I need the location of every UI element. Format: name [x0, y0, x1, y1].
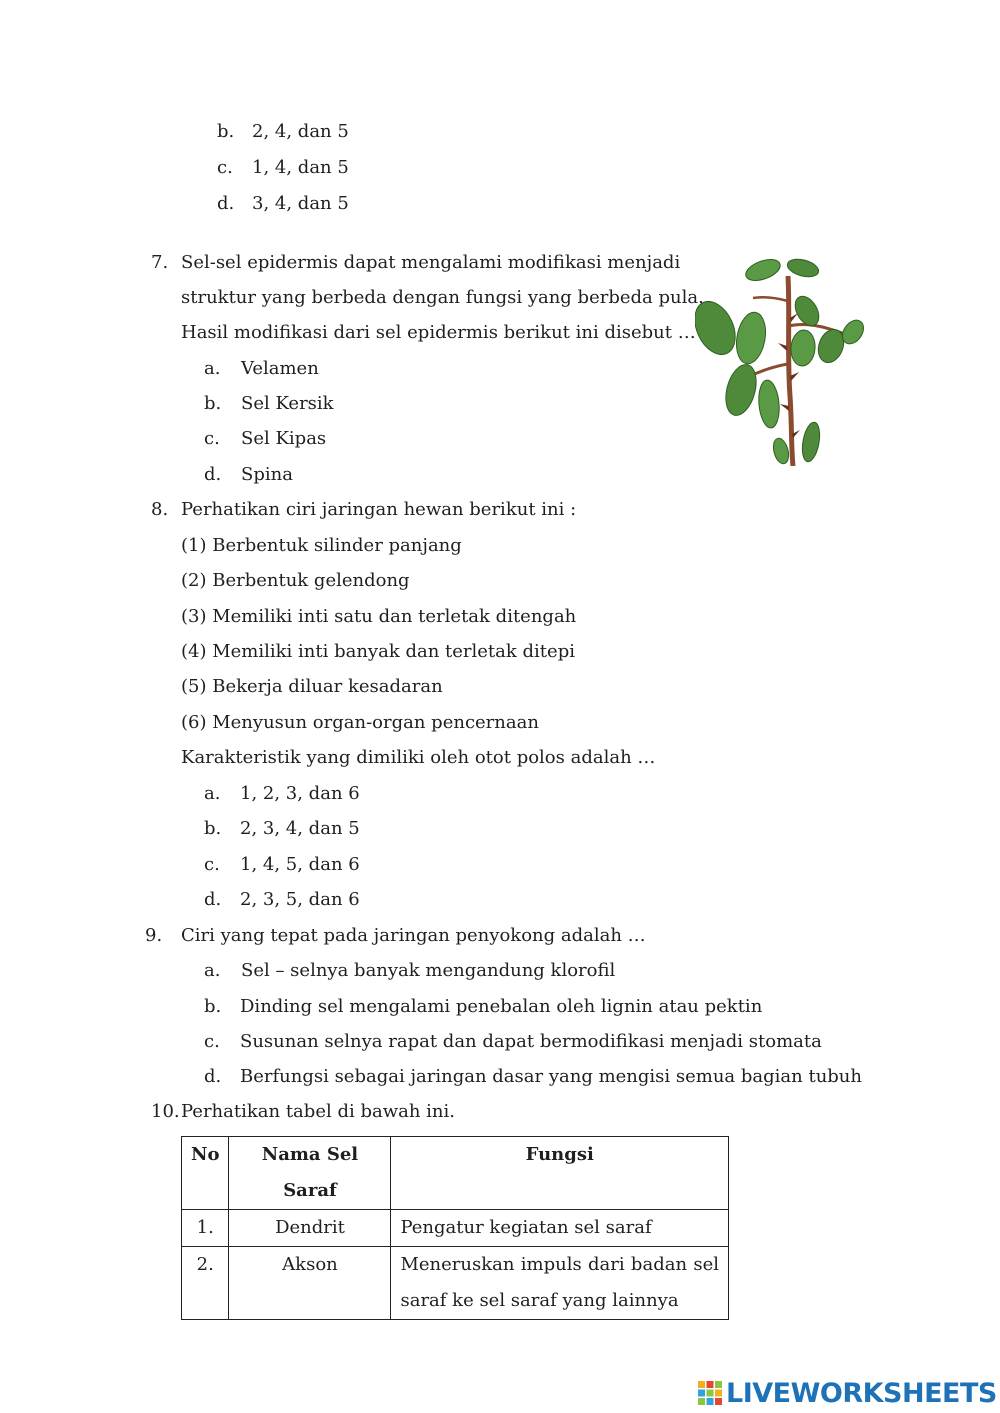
liveworksheets-logo-icon: [697, 1380, 723, 1406]
q8-option-d-text: 2, 3, 5, dan 6: [240, 889, 360, 910]
q7-option-c-letter: c.: [204, 428, 220, 449]
q8-item-5: (5) Bekerja diluar kesadaran: [181, 676, 443, 697]
q6-option-b-text: 2, 4, dan 5: [252, 121, 349, 142]
table-header-row: [182, 1137, 729, 1210]
q8-option-a-letter: a.: [204, 783, 221, 804]
q8-item-6: (6) Menyusun organ-organ pencernaan: [181, 712, 539, 733]
cell-fungsi-line-1: Meneruskan impuls dari badan sel: [400, 1254, 719, 1275]
q7-option-a-letter: a.: [204, 358, 221, 379]
table-row: [182, 1210, 729, 1247]
q8-question: Karakteristik yang dimiliki oleh otot polos adalah …: [181, 747, 656, 768]
q6-option-d-letter: d.: [217, 193, 235, 214]
q9-option-a-text: Sel – selnya banyak mengandung klorofil: [241, 960, 616, 981]
q10-stem: Perhatikan tabel di bawah ini.: [181, 1101, 455, 1122]
q9-option-b-letter: b.: [204, 996, 222, 1017]
q7-stem-line-3: Hasil modifikasi dari sel epidermis berikut ini disebut …: [181, 322, 696, 343]
liveworksheets-logo[interactable]: [697, 1378, 997, 1408]
q6-option-b-letter: b.: [217, 121, 235, 142]
cell-name: Akson: [229, 1247, 391, 1320]
q8-option-c-letter: c.: [204, 854, 220, 875]
cell-fungsi-line-2: saraf ke sel saraf yang lainnya: [400, 1290, 679, 1311]
q9-option-c-text: Susunan selnya rapat dan dapat bermodifikasi menjadi stomata: [240, 1031, 822, 1052]
thorny-stem-illustration: [695, 256, 870, 466]
q8-option-c-text: 1, 4, 5, dan 6: [240, 854, 360, 875]
q7-stem-line-2: struktur yang berbeda dengan fungsi yang berbeda pula.: [181, 287, 704, 308]
q7-number: 7.: [151, 252, 169, 273]
header-no: No: [182, 1137, 229, 1210]
q10-number: 10.: [151, 1101, 180, 1122]
q9-option-b-text: Dinding sel mengalami penebalan oleh lignin atau pektin: [240, 996, 763, 1017]
cell-fungsi: Pengatur kegiatan sel saraf: [391, 1210, 729, 1247]
q7-option-a-text: Velamen: [241, 358, 319, 379]
q8-number: 8.: [151, 499, 169, 520]
q7-option-d-letter: d.: [204, 464, 222, 485]
q7-option-b-letter: b.: [204, 393, 222, 414]
q8-option-b-text: 2, 3, 4, dan 5: [240, 818, 360, 839]
q7-option-c-text: Sel Kipas: [241, 428, 327, 449]
cell-name: Dendrit: [229, 1210, 391, 1247]
q7-option-b-text: Sel Kersik: [241, 393, 334, 414]
q8-stem: Perhatikan ciri jaringan hewan berikut ini :: [181, 499, 577, 520]
q9-number: 9.: [145, 925, 163, 946]
q8-option-b-letter: b.: [204, 818, 222, 839]
q8-item-3: (3) Memiliki inti satu dan terletak ditengah: [181, 606, 577, 627]
q7-option-d-text: Spina: [241, 464, 293, 485]
q8-item-1: (1) Berbentuk silinder panjang: [181, 535, 462, 556]
table-row: [182, 1247, 729, 1320]
q7-stem-line-1: Sel-sel epidermis dapat mengalami modifikasi menjadi: [181, 252, 681, 273]
q9-stem: Ciri yang tepat pada jaringan penyokong adalah …: [181, 925, 646, 946]
q9-option-c-letter: c.: [204, 1031, 220, 1052]
liveworksheets-logo-text: LIVEWORKSHEETS: [726, 1377, 997, 1409]
q8-option-a-text: 1, 2, 3, dan 6: [240, 783, 360, 804]
q9-option-a-letter: a.: [204, 960, 221, 981]
q9-option-d-text: Berfungsi sebagai jaringan dasar yang mengisi semua bagian tubuh: [240, 1066, 862, 1087]
cell-fungsi: [391, 1247, 729, 1320]
header-fungsi: Fungsi: [391, 1137, 729, 1210]
header-nama-sel-saraf: Nama Sel Saraf: [229, 1137, 391, 1210]
q9-option-d-letter: d.: [204, 1066, 222, 1087]
cell-no: 2.: [182, 1247, 229, 1320]
q6-option-c-letter: c.: [217, 157, 233, 178]
q8-option-d-letter: d.: [204, 889, 222, 910]
q8-item-4: (4) Memiliki inti banyak dan terletak ditepi: [181, 641, 575, 662]
q8-item-2: (2) Berbentuk gelendong: [181, 570, 410, 591]
q6-option-d-text: 3, 4, dan 5: [252, 193, 349, 214]
q6-option-c-text: 1, 4, dan 5: [252, 157, 349, 178]
cell-no: 1.: [182, 1210, 229, 1247]
leaf-cluster: [695, 256, 868, 466]
nerve-cell-table: [181, 1136, 729, 1320]
